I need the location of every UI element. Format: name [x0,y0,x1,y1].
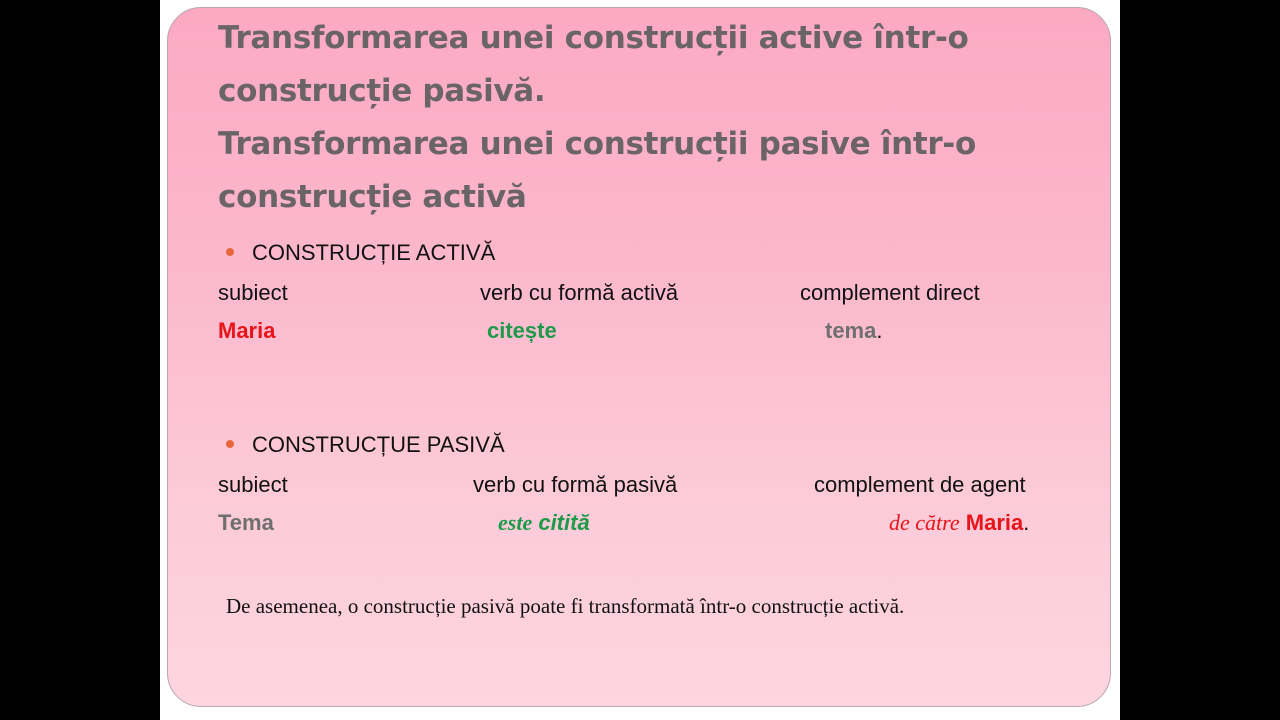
passive-heading: CONSTRUCȚUE PASIVĂ [252,432,505,457]
active-example-object: tema [825,318,877,343]
passive-example-aux: este [498,510,533,535]
passive-example-subject: Tema [218,510,274,535]
passive-example-period: . [1023,510,1030,535]
active-example-verb: citește [487,318,557,343]
passive-subject-label: subiect [218,472,288,497]
bullet-icon [226,440,234,448]
passive-example-agent: Maria [965,510,1024,535]
active-example-subject: Maria [218,318,276,343]
active-object-label: complement direct [800,280,980,305]
passive-agent-label: complement de agent [814,472,1026,497]
slide [160,0,1120,720]
content-panel [167,7,1111,707]
title-line-1: Transformarea unei construcții active într-o [218,20,969,56]
bullet-icon [226,248,234,256]
passive-example-prep: de către [889,510,960,535]
note-text: De asemenea, o construcție pasivă poate fi transformată într-o construcție activă. [226,594,905,618]
active-verb-label: verb cu formă activă [480,280,679,305]
slide-title [218,12,1098,224]
active-heading: CONSTRUCȚIE ACTIVĂ [252,240,496,265]
passive-verb-label: verb cu formă pasivă [473,472,678,497]
active-example-period: . [876,318,883,343]
passive-example-agent-group [889,510,1029,536]
title-line-2: construcție pasivă. [218,73,546,109]
active-example-object-group [825,318,882,344]
passive-example-participle: citită [538,510,590,535]
title-line-3: Transformarea unei construcții pasive într-o [218,126,976,162]
title-line-4: construcție activă [218,179,527,215]
passive-example-verb-group [498,510,590,536]
passive-heading-row [226,432,505,458]
active-heading-row [226,240,495,266]
active-subject-label: subiect [218,280,288,305]
